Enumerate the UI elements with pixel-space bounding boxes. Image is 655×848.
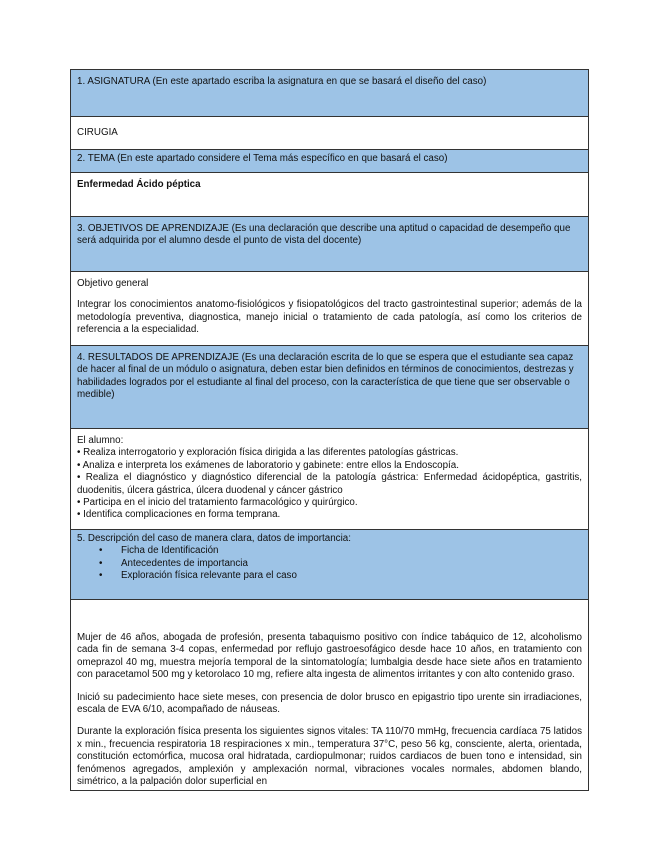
section-2-header-row [71,150,588,173]
section-3-header-row [71,217,588,272]
objective-title: Objetivo general [77,278,149,289]
case-topics-list [77,545,582,582]
topic-value: Enfermedad Ácido péptica [77,179,201,190]
outcome-item: • Realiza el diagnóstico y diagnóstico diferencial de la patología gástrica: Enfermedad ácidopéptica, gastritis, duodenitis, úlcera gástrica, úlcera duodenal y cáncer gástrico [77,472,582,496]
section-5-body-row [71,600,588,790]
section-2-value-row [71,173,588,217]
outcome-item: • Realiza interrogatorio y exploración física dirigida a las diferentes patologías gástricas. [77,447,459,459]
section-1-header-row [71,70,588,117]
outcome-item: • Participa en el inicio del tratamiento farmacológico y quirúrgico. [77,497,358,509]
case-topic-item: • Antecedentes de importancia [121,558,582,570]
case-paragraph: Durante la exploración física presenta los siguientes signos vitales: TA 110/70 mmHg, frecuencia cardíaca 75 latidos x min., frecuencia respiratoria 18 respiraciones x min., temperatura 37°C, peso 56 kg, consciente, alerta, orientada, constitución ectomórfica, mucosa oral hidratada, cardiopulmonar; ruidos cardiacos de buen tono e intensidad, sin fenómenos agregados, amplexión y amplexación normal, vibraciones vocales normales, abdomen blando, simétrico, a la palpación dolor superficial en [77,726,582,788]
objective-text: Integrar los conocimientos anatomo-fisiológicos y fisiopatológicos del tracto gastrointestinal superior; además de la metodología preventiva, diagnostica, manejo inicial o tratamiento de cada patología, así como los criterios de referencia a la especialidad. [77,299,582,336]
case-topic-item: • Ficha de Identificación [121,545,582,557]
section-5-header: 5. Descripción del caso de manera clara, datos de importancia: [77,533,351,544]
section-2-header: 2. TEMA (En este apartado considere el Tema más específico en que basará el caso) [77,153,448,164]
outcomes-intro: El alumno: [77,435,124,446]
outcome-item: • Analiza e interpreta los exámenes de laboratorio y gabinete: entre ellos la Endoscopía. [77,459,459,471]
section-4-header-row [71,346,588,429]
case-paragraph: Mujer de 46 años, abogada de profesión, presenta tabaquismo positivo con índice tabáquico de 12, alcoholismo cada fin de semana 3-4 copas, enfermedad por reflujo gastroesofágico desde hace 10 años, en tratamiento con omeprazol 40 mg, muestra mejoría temporal de la sintomatología; lumbalgia desde hace siete años en tratamiento con paracetamol 500 mg y ketorolaco 10 mg, refiere alta ingesta de alimentos irritantes y con alto contenido graso. [77,632,582,681]
section-3-body-row [71,272,588,346]
section-5-header-row [71,530,588,600]
outcome-item: • Identifica complicaciones en forma temprana. [77,509,281,521]
case-design-table [70,69,589,791]
section-3-header: 3. OBJETIVOS DE APRENDIZAJE (Es una declaración que describe una aptitud o capacidad de desempeño que será adquirida por el alumno desde el punto de vista del docente) [77,223,571,247]
case-paragraph: Inició su padecimiento hace siete meses, con presencia de dolor brusco en epigastrio tipo urente sin irradiaciones, escala de EVA 6/10, acompañado de náuseas. [77,691,582,716]
section-1-header: 1. ASIGNATURA (En este apartado escriba la asignatura en que se basará el diseño del caso) [77,76,487,87]
section-1-value-row [71,117,588,150]
section-4-body-row [71,429,588,530]
subject-value: CIRUGIA [77,127,118,138]
outcomes-list [77,447,582,521]
section-4-header: 4. RESULTADOS DE APRENDIZAJE (Es una declaración escrita de lo que se espera que el estudiante sea capaz de hacer al final de un módulo o asignatura, deben estar bien definidos en términos de conocimientos, destrezas y habilidades logrados por el estudiante al final del proceso, con la característica de que tiene que ser observable o medible) [77,352,574,401]
case-topic-item: • Exploración física relevante para el caso [121,570,582,582]
